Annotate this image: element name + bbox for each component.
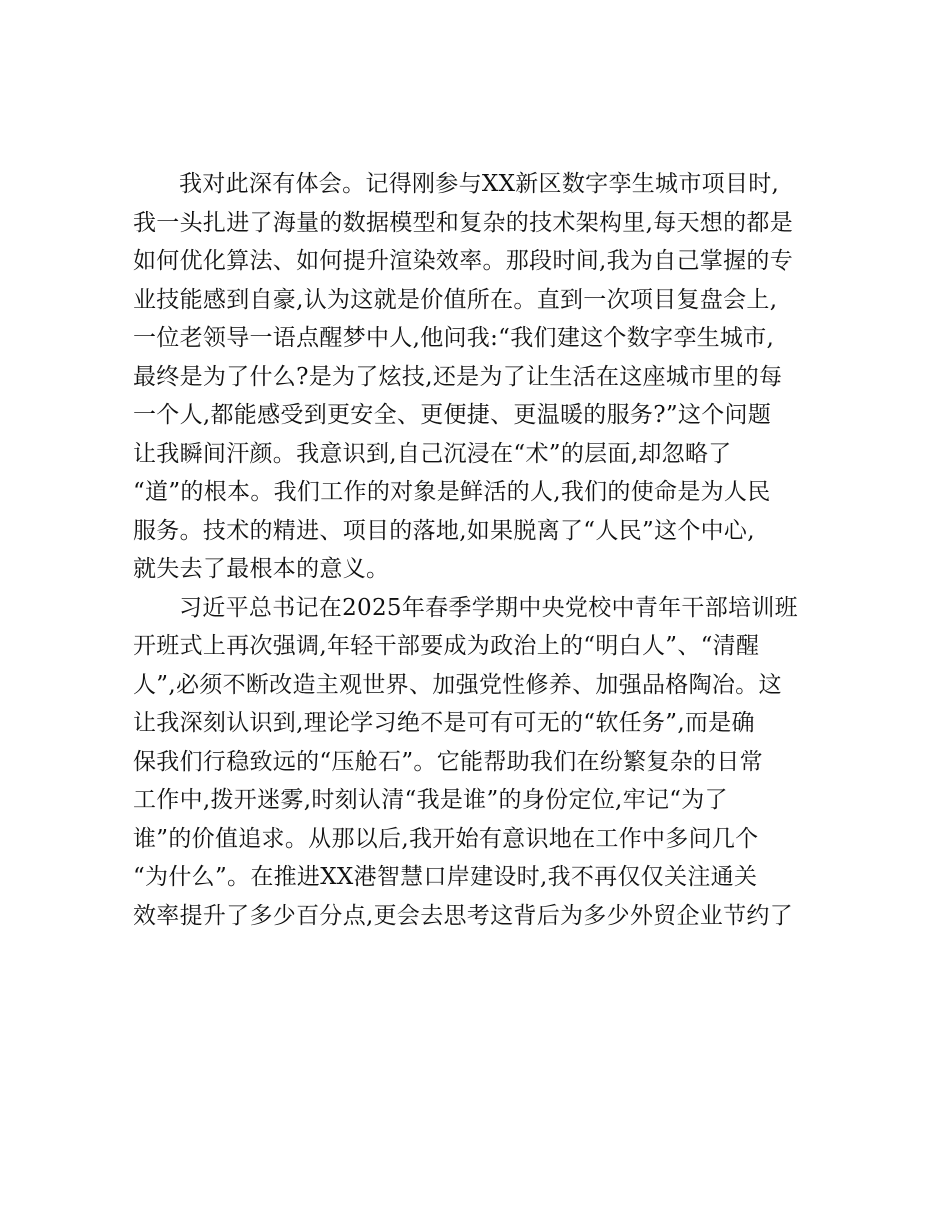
text-line: 人”,必须不断改造主观世界、加强党性修养、加强品格陶冶。这 (133, 671, 782, 698)
text-line: 开班式上再次强调,年轻干部要成为政治上的“明白人”、“清醒 (133, 633, 760, 659)
text-line: “为什么”。在推进XX港智慧口岸建设时,我不再仅仅关注通关 (133, 864, 758, 890)
text-line: 我一头扎进了海量的数据模型和复杂的技术架构里,每天想的都是 (133, 209, 794, 236)
text-line: 服务。技术的精进、项目的落地,如果脱离了“人民”这个中心, (133, 517, 755, 544)
text-line: 让我深刻认识到,理论学习绝不是可有可无的“软任务”,而是确 (133, 710, 755, 736)
text-line: 工作中,拨开迷雾,时刻认清“我是谁”的身份定位,牢记“为了 (133, 787, 728, 813)
text-line: 就失去了最根本的意义。 (133, 556, 390, 582)
text-line: 业技能感到自豪,认为这就是价值所在。直到一次项目复盘会上, (133, 286, 778, 313)
text-line: 习近平总书记在2025年春季学期中央党校中青年干部培训班 (179, 594, 798, 621)
paragraph-1 (133, 165, 833, 589)
text-line: 谁”的价值追求。从那以后,我开始有意识地在工作中多问几个 (133, 825, 759, 852)
text-line: 一个人,都能感受到更安全、更便捷、更温暖的服务?”这个问题 (133, 402, 772, 428)
body-text (133, 165, 833, 935)
text-line: 保我们行稳致远的“压舱石”。它能帮助我们在纷繁复杂的日常 (133, 748, 763, 775)
text-line: 效率提升了多少百分点,更会去思考这背后为多少外贸企业节约了 (133, 902, 794, 929)
text-line: 让我瞬间汗颜。我意识到,自己沉浸在“术”的层面,却忽略了 (133, 440, 732, 467)
text-line: “道”的根本。我们工作的对象是鲜活的人,我们的使命是为人民 (133, 479, 771, 505)
text-line: 一位老领导一语点醒梦中人,他问我:“我们建这个数字孪生城市, (133, 325, 775, 351)
text-line: 我对此深有体会。记得刚参与XX新区数字孪生城市项目时, (179, 171, 780, 197)
text-line: 如何优化算法、如何提升渲染效率。那段时间,我为自己掌握的专 (133, 248, 794, 274)
text-line: 最终是为了什么?是为了炫技,还是为了让生活在这座城市里的每 (133, 363, 783, 390)
paragraph-2 (133, 589, 833, 936)
